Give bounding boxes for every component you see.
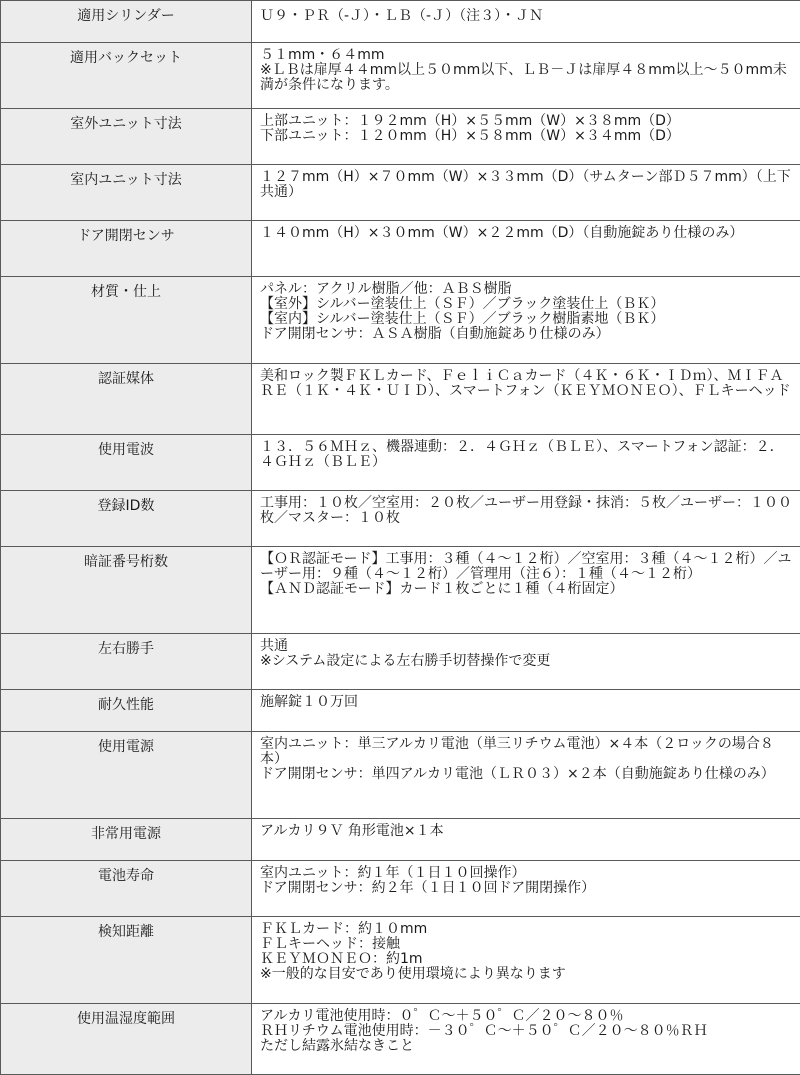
spec-row-detect-distance [1, 917, 800, 1004]
spec-row-backset [1, 43, 800, 109]
spec-row-durability [1, 690, 800, 732]
spec-row-auth-media [1, 364, 800, 435]
spec-row-id-count [1, 491, 800, 547]
spec-row-cylinder [1, 1, 800, 43]
row-label: 適用シリンダー [1, 1, 252, 43]
spec-row-outdoor-size [1, 109, 800, 165]
spec-row-power [1, 732, 800, 819]
spec-row-temp-humidity [1, 1004, 800, 1075]
row-value: ＦＫＬカード：約１０mm ＦＬキーヘッド：接触 ＫＥＹＭＯＮＥＯ：約1m ※一般的な目安であり使用環境により異なります [252, 917, 800, 1004]
row-value: アルカリ電池使用時：０゜Ｃ～＋５０゜Ｃ／２０～８０％ ＲＨリチウム電池使用時：－３０゜Ｃ～＋５０゜Ｃ／２０～８０％ＲＨ ただし結露氷結なきこと [252, 1004, 800, 1075]
row-label: 非常用電源 [1, 819, 252, 861]
row-value: 美和ロック製ＦＫＬカード、ＦｅｌｉＣａカード（４Ｋ・６Ｋ・ＩＤｍ）、ＭＩＦＡＲＥ（１Ｋ・４Ｋ・ＵＩＤ）、スマートフォン（ＫＥＹＭＯＮＥＯ）、ＦＬキーヘッド [252, 364, 800, 435]
row-label: 材質・仕上 [1, 277, 252, 364]
row-label: 耐久性能 [1, 690, 252, 732]
row-label: 登録ID数 [1, 491, 252, 547]
row-value: ５１mm・６４mm ※ＬＢは扉厚４４mm以上５０mm以下、ＬＢ－Ｊは扉厚４８mm以上～５０mm未満が条件になります。 [252, 43, 800, 109]
row-value: １３．５６ＭＨｚ、機器連動：２．４ＧＨｚ（ＢＬＥ）、スマートフォン認証：２．４ＧＨｚ（ＢＬＥ） [252, 435, 800, 491]
row-value: 工事用：１０枚／空室用：２０枚／ユーザー用登録・抹消：５枚／ユーザー：１００枚／マスター：１０枚 [252, 491, 800, 547]
row-value: パネル：アクリル樹脂／他：ＡＢＳ樹脂 【室外】シルバー塗装仕上（ＳＦ）／ブラック塗装仕上（ＢＫ） 【室内】シルバー塗装仕上（ＳＦ）／ブラック樹脂素地（ＢＫ） ドア開閉センサ：ＡＳＡ樹脂（自動施錠あり仕様のみ） [252, 277, 800, 364]
row-value: １４０mm（H）×３０mm（W）×２２mm（D）（自動施錠あり仕様のみ） [252, 221, 800, 277]
row-value: アルカリ９Ｖ 角形電池×１本 [252, 819, 800, 861]
spec-row-handing [1, 634, 800, 690]
spec-row-radio [1, 435, 800, 491]
spec-row-pin-digits [1, 547, 800, 634]
row-label: 室内ユニット寸法 [1, 165, 252, 221]
row-label: 検知距離 [1, 917, 252, 1004]
row-value: 【ＯＲ認証モード】工事用：３種（４～１２桁）／空室用：３種（４～１２桁）／ユーザー用：９種（４～１２桁）／管理用（注６）：１種（４～１２桁） 【ＡＮＤ認証モード】カード１枚ごとに１種（４桁固定） [252, 547, 800, 634]
row-label: 左右勝手 [1, 634, 252, 690]
spec-row-indoor-size [1, 165, 800, 221]
spec-row-material [1, 277, 800, 364]
row-label: 使用電波 [1, 435, 252, 491]
row-value: １２７mm（H）×７０mm（W）×３３mm（D）（サムターン部Ｄ５７mm）（上下共通） [252, 165, 800, 221]
row-label: ドア開閉センサ [1, 221, 252, 277]
row-label: 使用温湿度範囲 [1, 1004, 252, 1075]
row-label: 室外ユニット寸法 [1, 109, 252, 165]
row-value: 室内ユニット：単三アルカリ電池（単三リチウム電池）×４本（２ロックの場合８本） ドア開閉センサ：単四アルカリ電池（ＬＲ０３）×２本（自動施錠あり仕様のみ） [252, 732, 800, 819]
row-label: 認証媒体 [1, 364, 252, 435]
spec-row-emergency-power [1, 819, 800, 861]
row-value: 施解錠１０万回 [252, 690, 800, 732]
spec-row-door-sensor [1, 221, 800, 277]
row-value: 室内ユニット：約１年（１日１０回操作） ドア開閉センサ：約２年（１日１０回ドア開閉操作） [252, 861, 800, 917]
row-label: 使用電源 [1, 732, 252, 819]
row-label: 電池寿命 [1, 861, 252, 917]
spec-row-battery-life [1, 861, 800, 917]
row-value: Ｕ９・ＰＲ（-Ｊ）・ＬＢ（-Ｊ）（注３）・ＪＮ [252, 1, 800, 43]
row-value: 共通 ※システム設定による左右勝手切替操作で変更 [252, 634, 800, 690]
row-label: 暗証番号桁数 [1, 547, 252, 634]
row-label: 適用バックセット [1, 43, 252, 109]
row-value: 上部ユニット：１９２mm（H）×５５mm（W）×３８mm（D） 下部ユニット：１２０mm（H）×５８mm（W）×３４mm（D） [252, 109, 800, 165]
